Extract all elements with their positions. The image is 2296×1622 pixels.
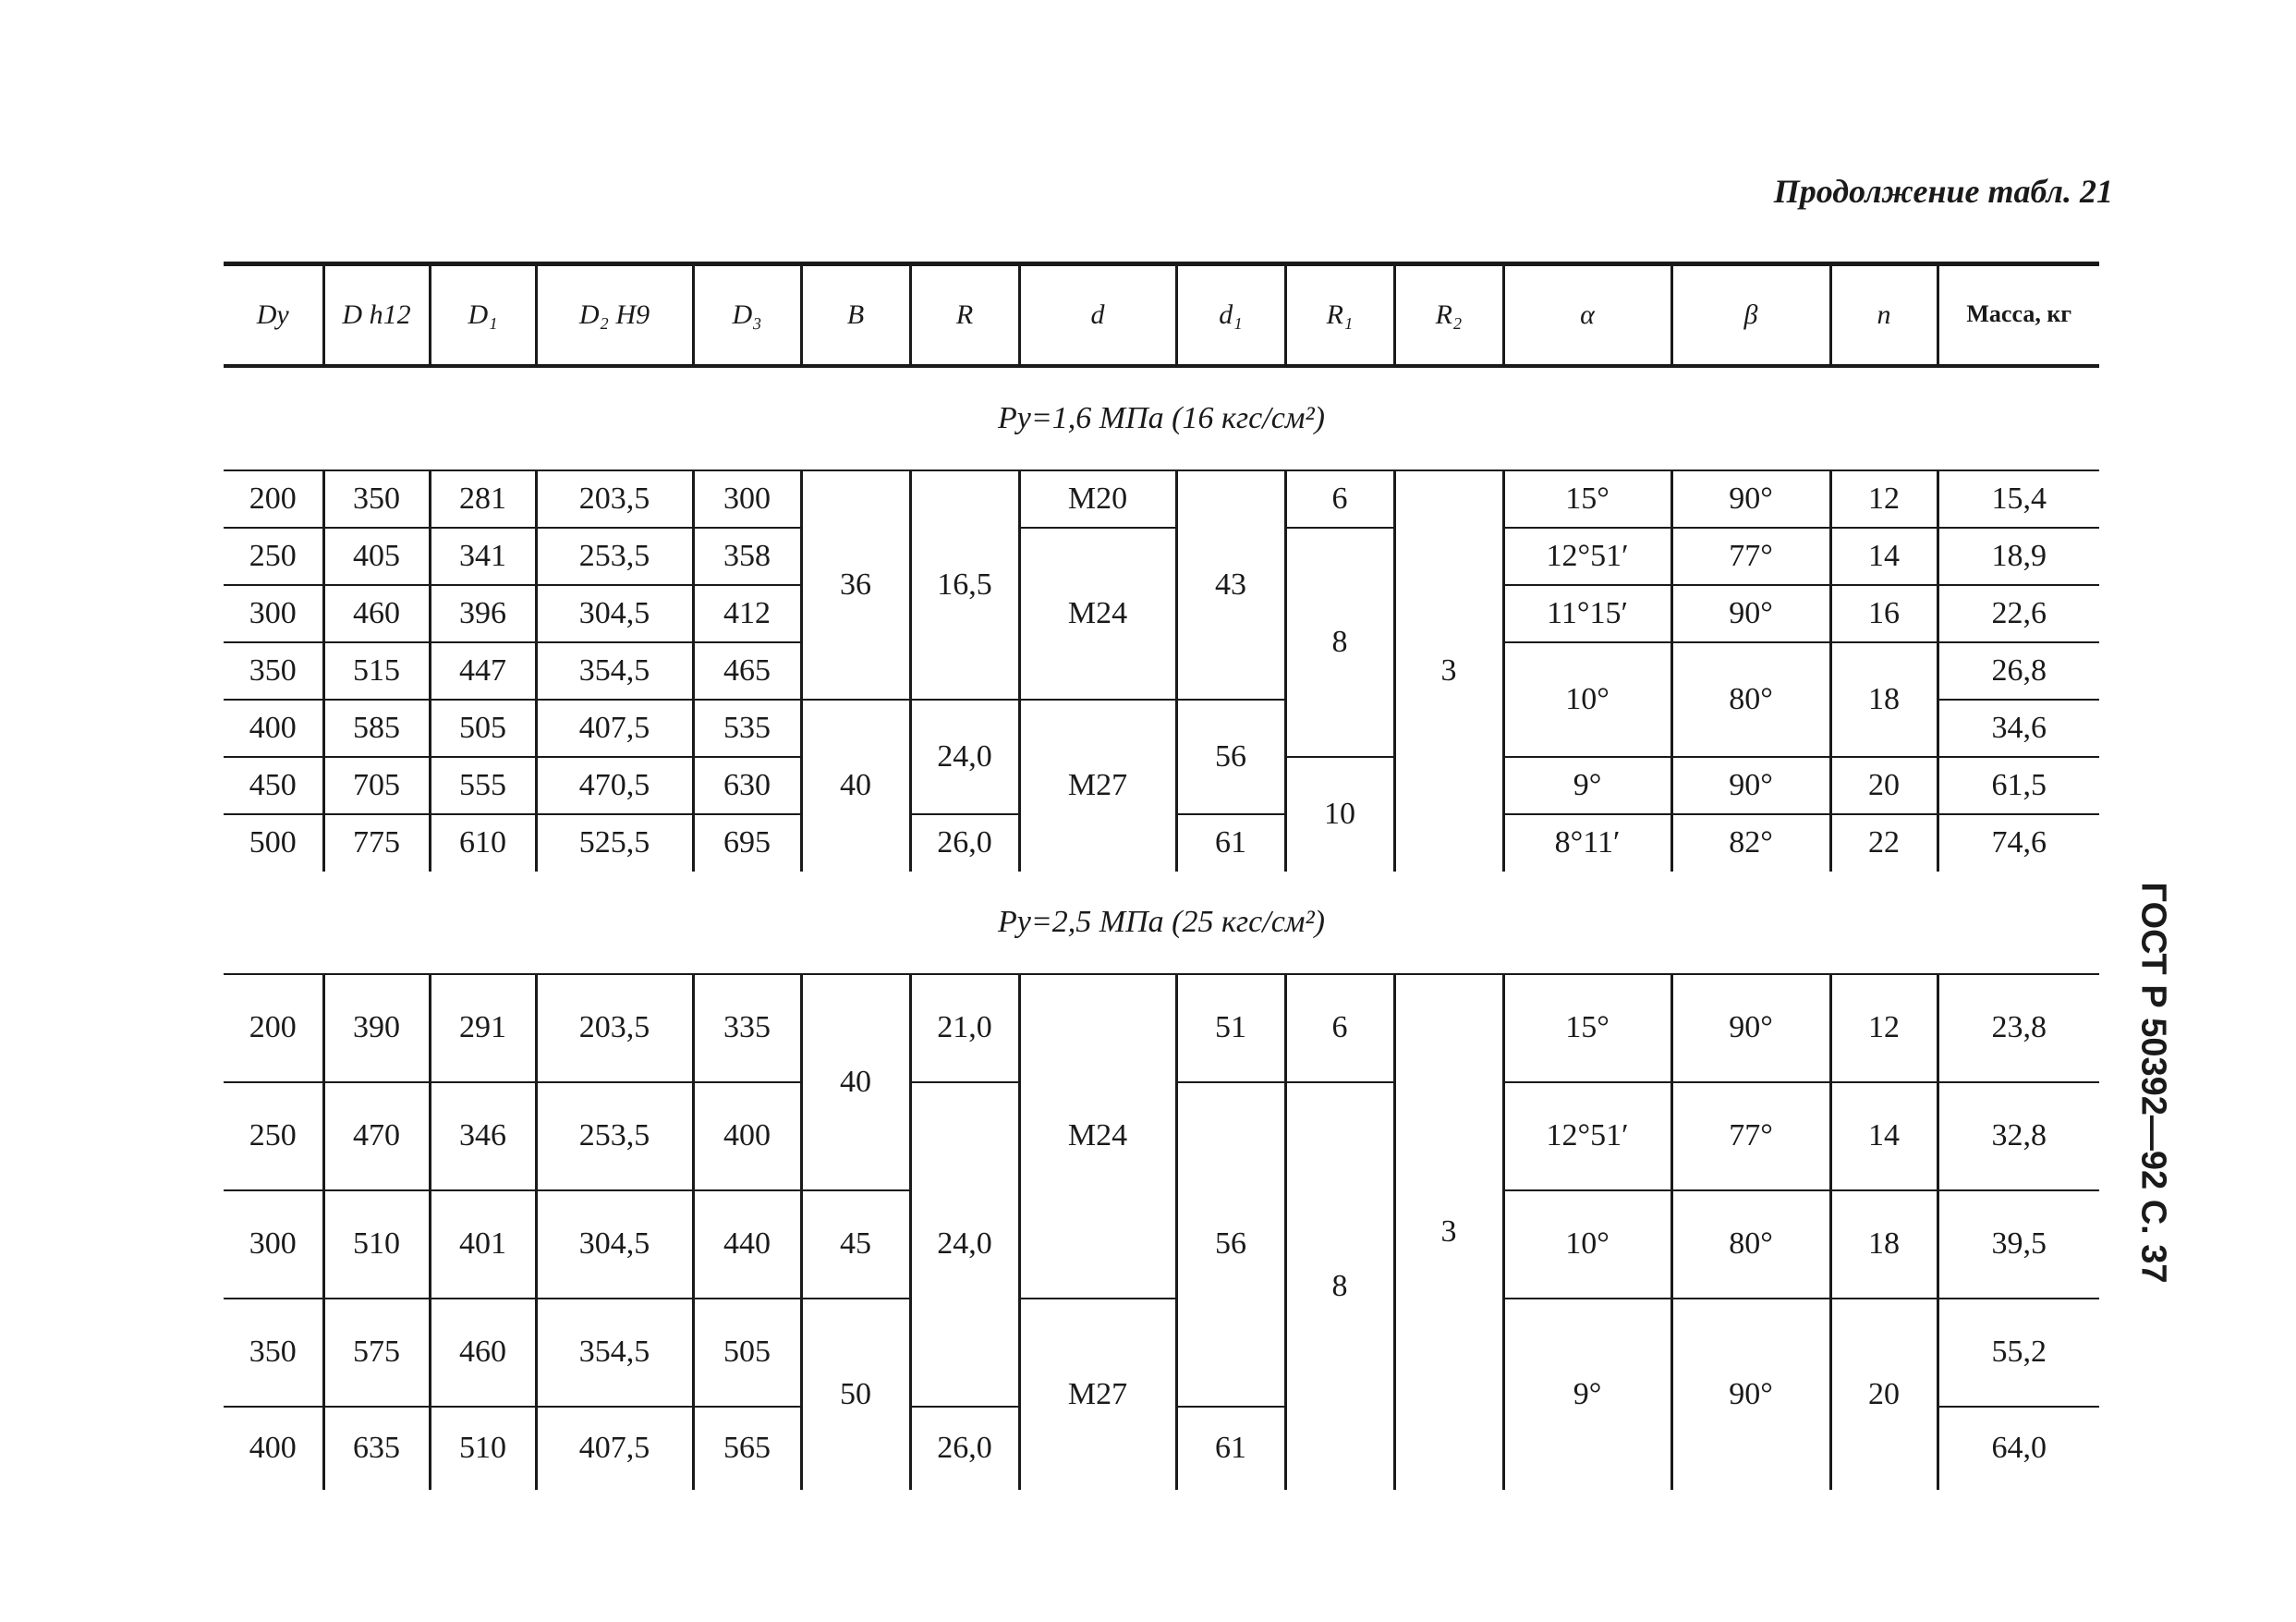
cell-d: 705 xyxy=(323,757,430,814)
cell-d1: 341 xyxy=(430,528,536,585)
cell-mass: 74,6 xyxy=(1938,814,2099,872)
cell-alpha: 9° xyxy=(1503,757,1671,814)
header-row xyxy=(224,264,2099,366)
cell-d3: 300 xyxy=(693,470,801,528)
section-1-6-mpa xyxy=(224,366,2099,872)
cell-alpha: 12°51′ xyxy=(1503,1082,1671,1190)
table-caption: Продолжение табл. 21 xyxy=(1773,173,2113,210)
cell-d1-small: 61 xyxy=(1176,814,1285,872)
cell-d1: 447 xyxy=(430,642,536,700)
cell-d2: 354,5 xyxy=(536,1299,693,1407)
cell-b: 45 xyxy=(801,1190,910,1299)
cell-n: 22 xyxy=(1830,814,1938,872)
cell-dy: 400 xyxy=(224,700,323,757)
cell-alpha: 9° xyxy=(1503,1299,1671,1490)
cell-mass: 15,4 xyxy=(1938,470,2099,528)
cell-d1-small: 43 xyxy=(1176,470,1285,700)
cell-dy: 350 xyxy=(224,642,323,700)
cell-dy: 250 xyxy=(224,1082,323,1190)
cell-r: 21,0 xyxy=(910,974,1019,1082)
table-row xyxy=(224,528,2099,585)
cell-d3: 358 xyxy=(693,528,801,585)
cell-d3: 535 xyxy=(693,700,801,757)
cell-beta: 90° xyxy=(1671,1299,1830,1490)
cell-d1: 555 xyxy=(430,757,536,814)
cell-r: 26,0 xyxy=(910,814,1019,872)
cell-d1-small: 51 xyxy=(1176,974,1285,1082)
cell-d1: 401 xyxy=(430,1190,536,1299)
cell-beta: 77° xyxy=(1671,1082,1830,1190)
cell-d3: 505 xyxy=(693,1299,801,1407)
cell-d3: 335 xyxy=(693,974,801,1082)
cell-alpha: 11°15′ xyxy=(1503,585,1671,642)
header-r2: R₂ xyxy=(1394,264,1503,366)
cell-d1-small: 56 xyxy=(1176,700,1285,814)
cell-d3: 630 xyxy=(693,757,801,814)
cell-n: 12 xyxy=(1830,470,1938,528)
cell-alpha: 8°11′ xyxy=(1503,814,1671,872)
cell-mass: 34,6 xyxy=(1938,700,2099,757)
header-d: d xyxy=(1019,264,1176,366)
cell-thread-d: М24 xyxy=(1019,528,1176,700)
cell-dy: 200 xyxy=(224,470,323,528)
cell-beta: 80° xyxy=(1671,1190,1830,1299)
cell-d3: 565 xyxy=(693,1407,801,1490)
cell-r: 26,0 xyxy=(910,1407,1019,1490)
cell-d1-small: 56 xyxy=(1176,1082,1285,1407)
cell-mass: 26,8 xyxy=(1938,642,2099,700)
header-d1-small: d₁ xyxy=(1176,264,1285,366)
cell-alpha: 10° xyxy=(1503,642,1671,757)
header-b: B xyxy=(801,264,910,366)
cell-d2: 304,5 xyxy=(536,585,693,642)
cell-b: 36 xyxy=(801,470,910,700)
cell-d2: 407,5 xyxy=(536,1407,693,1490)
cell-d2: 407,5 xyxy=(536,700,693,757)
cell-n: 16 xyxy=(1830,585,1938,642)
header-d1: D₁ xyxy=(430,264,536,366)
cell-n: 18 xyxy=(1830,1190,1938,1299)
section-2-5-mpa xyxy=(224,872,2099,1490)
cell-alpha: 15° xyxy=(1503,470,1671,528)
cell-r1: 8 xyxy=(1285,528,1394,757)
cell-d: 515 xyxy=(323,642,430,700)
cell-r1: 10 xyxy=(1285,757,1394,872)
cell-r2: 3 xyxy=(1394,974,1503,1490)
cell-d1: 346 xyxy=(430,1082,536,1190)
cell-dy: 300 xyxy=(224,585,323,642)
cell-mass: 55,2 xyxy=(1938,1299,2099,1407)
cell-d1: 396 xyxy=(430,585,536,642)
cell-dy: 400 xyxy=(249,1431,297,1465)
section-title: Pу=2,5 МПа (25 кгс/см²) xyxy=(224,872,2099,974)
cell-b: 40 xyxy=(801,974,910,1190)
cell-d2: 304,5 xyxy=(536,1190,693,1299)
cell-r2: 3 xyxy=(1394,470,1503,872)
cell-d: 470 xyxy=(323,1082,430,1190)
cell-mass: 64,0 xyxy=(1938,1407,2099,1490)
header-d2-h9: D₂ H9 xyxy=(536,264,693,366)
cell-r1: 6 xyxy=(1285,974,1394,1082)
cell-mass: 22,6 xyxy=(1938,585,2099,642)
cell-n: 14 xyxy=(1830,528,1938,585)
cell-dy: 350 xyxy=(224,1299,323,1407)
cell-dy: 300 xyxy=(224,1190,323,1299)
header-d-h12: D h12 xyxy=(323,264,430,366)
header-n: n xyxy=(1830,264,1938,366)
header-r: R xyxy=(910,264,1019,366)
cell-beta: 77° xyxy=(1671,528,1830,585)
cell-beta: 82° xyxy=(1671,814,1830,872)
cell-d3: 465 xyxy=(693,642,801,700)
cell-b: 40 xyxy=(801,700,910,872)
cell-dy: 500 xyxy=(249,825,297,860)
cell-beta: 80° xyxy=(1671,642,1830,757)
cell-r1: 8 xyxy=(1285,1082,1394,1490)
header-dy: Dу xyxy=(224,264,323,366)
cell-d3: 440 xyxy=(693,1190,801,1299)
cell-d3: 695 xyxy=(693,814,801,872)
cell-d1: 460 xyxy=(430,1299,536,1407)
cell-d1: 510 xyxy=(430,1407,536,1490)
cell-d: 585 xyxy=(323,700,430,757)
cell-d: 775 xyxy=(323,814,430,872)
cell-d2: 470,5 xyxy=(536,757,693,814)
cell-dy: 450 xyxy=(224,757,323,814)
header-d3: D₃ xyxy=(693,264,801,366)
cell-d2: 203,5 xyxy=(536,974,693,1082)
cell-d3: 412 xyxy=(693,585,801,642)
cell-d1: 610 xyxy=(430,814,536,872)
cell-d3: 400 xyxy=(693,1082,801,1190)
cell-d2: 253,5 xyxy=(536,528,693,585)
standard-page-label: ГОСТ Р 50392—92 С. 37 xyxy=(2133,882,2173,1284)
cell-r1: 6 xyxy=(1285,470,1394,528)
cell-thread-d: М24 xyxy=(1019,974,1176,1299)
cell-d: 405 xyxy=(323,528,430,585)
cell-d: 635 xyxy=(323,1407,430,1490)
cell-mass: 18,9 xyxy=(1938,528,2099,585)
cell-n: 12 xyxy=(1830,974,1938,1082)
cell-d: 350 xyxy=(323,470,430,528)
cell-beta: 90° xyxy=(1671,974,1830,1082)
cell-n: 20 xyxy=(1830,757,1938,814)
cell-d1: 505 xyxy=(430,700,536,757)
cell-mass: 23,8 xyxy=(1938,974,2099,1082)
cell-r: 16,5 xyxy=(910,470,1019,700)
cell-d1: 281 xyxy=(430,470,536,528)
cell-dy: 200 xyxy=(224,974,323,1082)
cell-beta: 90° xyxy=(1671,757,1830,814)
cell-thread-d: М27 xyxy=(1019,1299,1176,1490)
dimensions-table-container xyxy=(224,262,2099,1490)
dimensions-table xyxy=(224,262,2099,1490)
cell-d: 575 xyxy=(323,1299,430,1407)
cell-d1-small: 61 xyxy=(1176,1407,1285,1490)
header-alpha: α xyxy=(1503,264,1671,366)
cell-thread-d: М20 xyxy=(1019,470,1176,528)
cell-beta: 90° xyxy=(1671,470,1830,528)
cell-alpha: 10° xyxy=(1503,1190,1671,1299)
cell-d1: 291 xyxy=(430,974,536,1082)
header-beta: β xyxy=(1671,264,1830,366)
header-r1: R₁ xyxy=(1285,264,1394,366)
cell-d: 510 xyxy=(323,1190,430,1299)
cell-beta: 90° xyxy=(1671,585,1830,642)
cell-alpha: 15° xyxy=(1503,974,1671,1082)
cell-d2: 203,5 xyxy=(536,470,693,528)
cell-d2: 253,5 xyxy=(536,1082,693,1190)
cell-d2: 354,5 xyxy=(536,642,693,700)
cell-d: 390 xyxy=(323,974,430,1082)
table-row xyxy=(224,1299,2099,1407)
cell-n: 20 xyxy=(1830,1299,1938,1490)
cell-mass: 39,5 xyxy=(1938,1190,2099,1299)
cell-r: 24,0 xyxy=(910,1082,1019,1407)
section-title: Pу=1,6 МПа (16 кгс/см²) xyxy=(224,366,2099,470)
cell-n: 14 xyxy=(1830,1082,1938,1190)
cell-b: 50 xyxy=(801,1299,910,1490)
header-mass: Масса, кг xyxy=(1938,264,2099,366)
cell-dy: 250 xyxy=(224,528,323,585)
cell-thread-d: М27 xyxy=(1019,700,1176,872)
cell-alpha: 12°51′ xyxy=(1503,528,1671,585)
cell-n: 18 xyxy=(1830,642,1938,757)
table-row xyxy=(224,974,2099,1082)
cell-d2: 525,5 xyxy=(536,814,693,872)
cell-r: 24,0 xyxy=(910,700,1019,814)
cell-mass: 32,8 xyxy=(1938,1082,2099,1190)
cell-d: 460 xyxy=(323,585,430,642)
cell-mass: 61,5 xyxy=(1938,757,2099,814)
table-row xyxy=(224,470,2099,528)
